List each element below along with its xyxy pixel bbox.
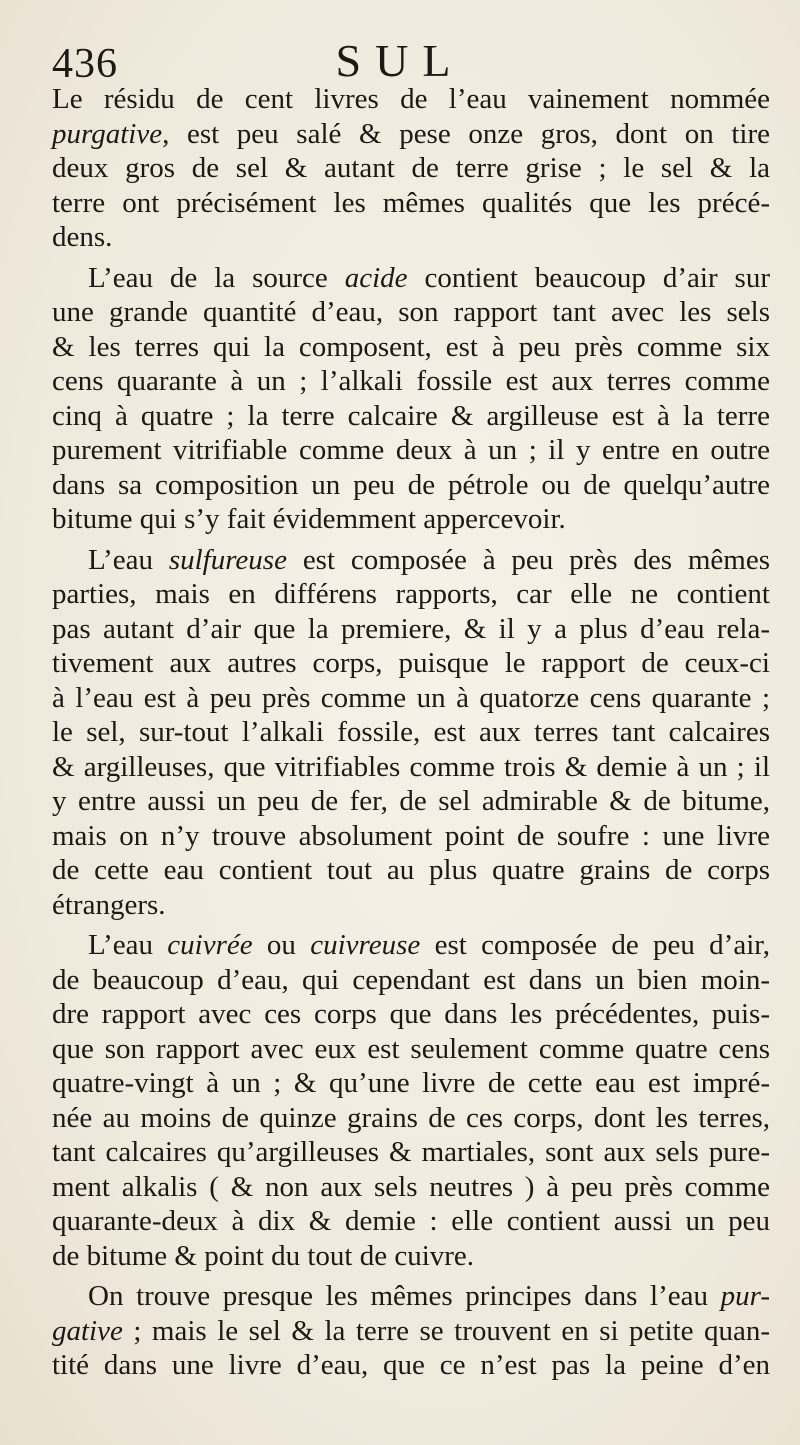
text-run: L’eau bbox=[88, 543, 169, 576]
text-line bbox=[52, 928, 770, 963]
text-run: purement vitrifiable comme deux à un ; il y entre en outre bbox=[52, 434, 770, 466]
text-run: parties, mais en différens rapports, car elle ne contient bbox=[52, 578, 770, 610]
text-run: ou bbox=[252, 929, 311, 961]
text-run: & les terres qui la composent, est à peu près comme six bbox=[52, 330, 770, 363]
text-run: bitume qui s’y fait évidemment appercevoir. bbox=[52, 503, 566, 535]
text-line bbox=[52, 997, 770, 1032]
text-run: cinq à quatre ; la terre calcaire & argilleuse est à la terre bbox=[52, 399, 770, 432]
text-line bbox=[52, 1066, 770, 1101]
text-run: le sel, sur-tout l’alkali fossile, est aux terres tant calcaires bbox=[52, 716, 770, 748]
text-run: L’eau bbox=[88, 929, 168, 961]
text-run: étrangers. bbox=[52, 888, 166, 921]
text-run: deux gros de sel & autant de terre grise ; le sel & la bbox=[52, 152, 770, 184]
text-line bbox=[52, 612, 770, 647]
paragraph bbox=[52, 1279, 770, 1383]
text-line bbox=[52, 399, 770, 434]
text-run: est composée de peu d’air, bbox=[420, 929, 771, 961]
italic-text: sulfureuse bbox=[168, 543, 287, 576]
text-run: de cette eau contient tout au plus quatre grains de corps bbox=[52, 854, 770, 886]
text-run: terre ont précisément les mêmes qualités que les précé- bbox=[52, 186, 770, 219]
paragraph bbox=[52, 82, 770, 255]
text-line bbox=[52, 1314, 770, 1349]
text-line bbox=[52, 186, 770, 221]
text-line bbox=[52, 117, 770, 152]
text-run: mais on n’y trouve absolument point de soufre : une livre bbox=[52, 819, 770, 852]
italic-text: cuivrée bbox=[167, 929, 253, 961]
text-run: & argilleuses, que vitrifiables comme trois & demie à un ; il bbox=[52, 750, 770, 783]
text-line bbox=[52, 364, 770, 399]
text-run: Le résidu de cent livres de l’eau vainement nommée bbox=[52, 83, 770, 115]
text-line bbox=[52, 577, 770, 612]
text-line bbox=[52, 888, 770, 923]
italic-text: cuivreuse bbox=[310, 929, 421, 961]
text-line bbox=[52, 1101, 770, 1136]
text-run: cens quarante à un ; l’alkali fossile est aux terres comme bbox=[52, 365, 770, 397]
running-title: SUL bbox=[335, 35, 465, 86]
page-body bbox=[52, 82, 770, 1383]
text-run: tité dans une livre d’eau, que ce n’est pas la peine d’en bbox=[52, 1349, 770, 1381]
text-line bbox=[52, 1170, 770, 1205]
text-run: à l’eau est à peu près comme un à quatorze cens quarante ; bbox=[52, 681, 770, 714]
text-line bbox=[52, 82, 770, 117]
text-line bbox=[52, 1239, 770, 1274]
text-run: dens. bbox=[52, 221, 113, 253]
italic-text: acide bbox=[344, 261, 408, 294]
text-run: contient beaucoup d’air sur bbox=[407, 261, 770, 294]
text-line bbox=[52, 963, 770, 998]
text-line bbox=[52, 261, 770, 296]
text-run: née au moins de quinze grains de ces corps, dont les terres, bbox=[52, 1101, 770, 1134]
text-run: dans sa composition un peu de pétrole ou de quelqu’autre bbox=[52, 468, 770, 501]
text-line bbox=[52, 853, 770, 888]
italic-text: pur- bbox=[720, 1280, 770, 1312]
page-number: 436 bbox=[52, 41, 118, 87]
text-line bbox=[52, 646, 770, 681]
text-line bbox=[52, 784, 770, 819]
text-run: pas autant d’air que la premiere, & il y a plus d’eau rela- bbox=[52, 612, 770, 645]
text-line bbox=[52, 433, 770, 468]
text-run: est composée à peu près des mêmes bbox=[286, 543, 770, 576]
text-run: tivement aux autres corps, puisque le rapport de ceux-ci bbox=[52, 647, 770, 679]
text-line bbox=[52, 468, 770, 503]
text-line bbox=[52, 151, 770, 186]
text-line bbox=[52, 502, 770, 537]
paragraph bbox=[52, 543, 770, 923]
text-run: de beaucoup d’eau, qui cependant est dans un bien moin- bbox=[52, 963, 770, 996]
text-run: tant calcaires qu’argilleuses & martiales, sont aux sels pure- bbox=[52, 1136, 770, 1168]
text-run: , est peu salé & pese onze gros, dont on tire bbox=[162, 117, 770, 150]
text-line bbox=[52, 220, 770, 255]
paragraph bbox=[52, 928, 770, 1273]
text-line bbox=[52, 681, 770, 716]
italic-text: purgative bbox=[52, 117, 163, 150]
text-run: y entre aussi un peu de fer, de sel admirable & de bitume, bbox=[52, 785, 770, 817]
text-run: que son rapport avec eux est seulement comme quatre cens bbox=[52, 1032, 770, 1065]
text-line bbox=[52, 543, 770, 578]
text-line bbox=[52, 1204, 770, 1239]
paragraph bbox=[52, 261, 770, 537]
text-run: une grande quantité d’eau, son rapport tant avec les sels bbox=[52, 296, 770, 328]
text-line bbox=[52, 1279, 770, 1314]
text-line bbox=[52, 295, 770, 330]
text-run: quarante-deux à dix & demie : elle contient aussi un peu bbox=[52, 1205, 770, 1237]
text-line bbox=[52, 819, 770, 854]
italic-text: gative bbox=[52, 1314, 123, 1347]
text-run: L’eau de la source bbox=[88, 261, 345, 294]
text-run: dre rapport avec ces corps que dans les précédentes, puis- bbox=[52, 998, 770, 1030]
text-line bbox=[52, 750, 770, 785]
text-line bbox=[52, 330, 770, 365]
text-run: quatre-vingt à un ; & qu’une livre de cette eau est impré- bbox=[52, 1067, 770, 1099]
text-line bbox=[52, 1032, 770, 1067]
text-line bbox=[52, 1135, 770, 1170]
text-run: On trouve presque les mêmes principes dans l’eau bbox=[88, 1280, 721, 1312]
text-run: de bitume & point du tout de cuivre. bbox=[52, 1239, 475, 1272]
text-run: ; mais le sel & la terre se trouvent en si petite quan- bbox=[122, 1314, 770, 1347]
text-run: ment alkalis ( & non aux sels neutres ) à peu près comme bbox=[52, 1170, 770, 1203]
text-line bbox=[52, 1348, 770, 1383]
text-line bbox=[52, 715, 770, 750]
